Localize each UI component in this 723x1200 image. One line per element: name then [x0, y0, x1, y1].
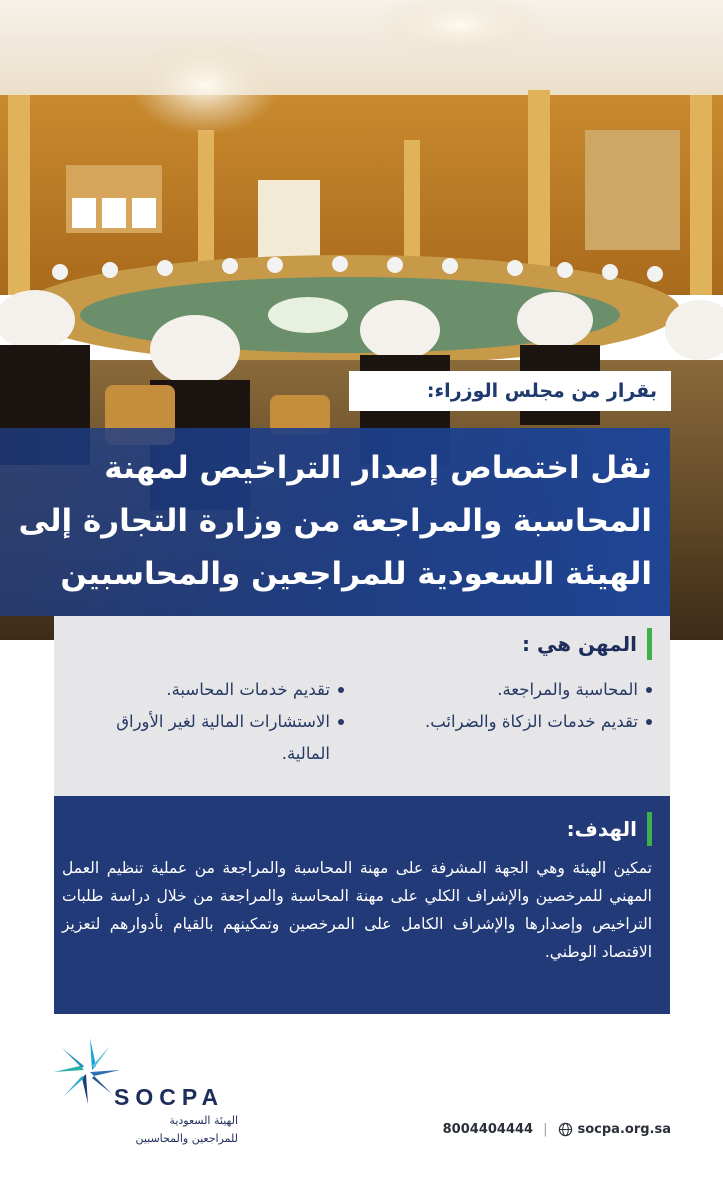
goal-heading [567, 812, 652, 846]
logo-wordmark: SOCPA [114, 1084, 225, 1110]
decree-label: بقرار من مجلس الوزراء: [349, 371, 671, 411]
contact-info [443, 1122, 671, 1137]
list-item: تقديم خدمات الزكاة والضرائب. [362, 706, 652, 738]
announcement-title-band [0, 428, 670, 616]
professions-list-left [74, 674, 344, 770]
socpa-star-logo-icon [52, 1036, 122, 1106]
title-line: نقل اختصاص إصدار التراخيص لمهنة [104, 450, 652, 486]
goal-panel [54, 796, 670, 1014]
list-item: تقديم خدمات المحاسبة. [74, 674, 344, 706]
website-link[interactable]: socpa.org.sa [577, 1122, 671, 1137]
title-line: المحاسبة والمراجعة من وزارة التجارة إلى [18, 503, 652, 539]
professions-heading-text: المهن هي : [522, 632, 637, 656]
professions-list-right [362, 674, 652, 738]
accent-bar [647, 812, 652, 846]
separator: | [543, 1122, 548, 1137]
accent-bar [647, 628, 652, 660]
logo-arabic-line2: للمراجعين والمحاسبين [135, 1132, 238, 1145]
professions-heading [522, 628, 652, 660]
goal-heading-text: الهدف: [566, 817, 637, 841]
logo-arabic-line1: الهيئة السعودية [169, 1114, 238, 1127]
title-line: الهيئة السعودية للمراجعين والمحاسبين [60, 556, 652, 592]
professions-panel [54, 616, 670, 796]
goal-description: تمكين الهيئة وهي الجهة المشرفة على مهنة المحاسبة والمراجعة من عملية تنظيم العمل المهني للمرخصين والإشراف الكلي على مهنة المحاسبة والمراجعة من خلال دراسة طلبات التراخيص وإصدارها والإشراف الكامل على المرخصين وتمكينهم بالقيام بأدوارهم لتعزيز الاقتصاد الوطني. [62, 859, 652, 961]
list-item: المحاسبة والمراجعة. [362, 674, 652, 706]
list-item: الاستشارات المالية لغير الأوراق المالية. [74, 706, 344, 770]
globe-icon [558, 1122, 573, 1137]
phone-number[interactable]: 8004404444 [442, 1122, 534, 1137]
